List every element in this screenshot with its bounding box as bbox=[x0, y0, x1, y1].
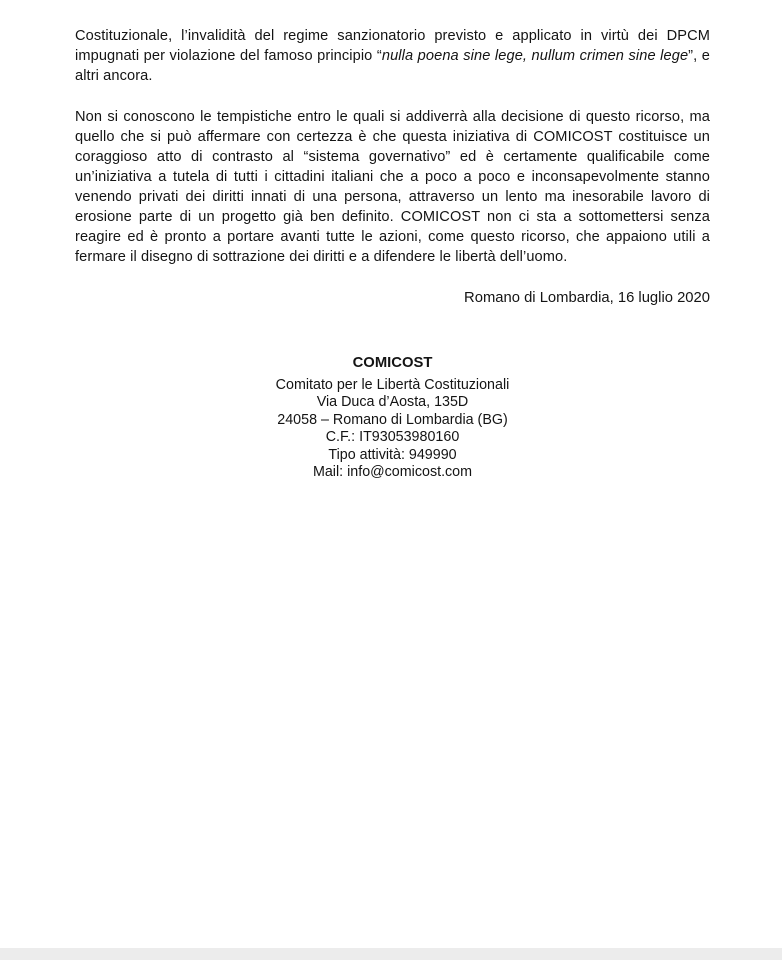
org-email: Mail: info@comicost.com bbox=[312, 464, 473, 480]
org-fiscal-code: C.F.: IT93053980160 bbox=[325, 429, 460, 445]
org-city-address: 24058 – Romano di Lombardia (BG) bbox=[277, 411, 508, 428]
latin-maxim-italic: nulla poena sine lege, nullum crimen sine lege bbox=[381, 48, 689, 64]
paragraph-1 bbox=[75, 26, 710, 86]
paragraph-1-tail: ”, e altri ancora. bbox=[75, 48, 710, 84]
org-street-address: Via Duca d’Aosta, 135D bbox=[316, 394, 469, 410]
org-activity-code: Tipo attività: 949990 bbox=[328, 446, 457, 463]
dateline: Romano di Lombardia, 16 luglio 2020 bbox=[464, 290, 710, 306]
signature-block bbox=[75, 355, 710, 482]
org-subtitle: Comitato per le Libertà Costituzionali bbox=[275, 376, 510, 393]
org-name: COMICOST bbox=[352, 355, 433, 371]
paragraph-2: Non si conoscono le tempistiche entro le quali si addiverrà alla decisione di questo ricorso, ma quello che si può affermare con certezza è che questa iniziativa di COMICOST costituisce un coraggioso atto di contrasto al “sistema governativo” ed è certamente qualificabile come un’iniziativa a tutela di tutti i cittadini italiani che a poco a poco e inconsapevolmente stanno venendo privati dei diritti innati di una persona, attraverso un lento ma inesorabile lavoro di erosione parte di un progetto già ben definito. COMICOST non ci sta a sottomettersi senza reagire ed è pronto a portare avanti tutte le azioni, come questo ricorso, che appaiono utili a fermare il disegno di sottrazione dei diritti e a difendere le libertà dell’uomo. bbox=[75, 109, 710, 265]
paragraph-1-lead: Costituzionale, l’invalidità del regime sanzionatorio previsto e applicato in virtù dei DPCM impugnati per violazione del famoso principio “ bbox=[75, 28, 710, 64]
